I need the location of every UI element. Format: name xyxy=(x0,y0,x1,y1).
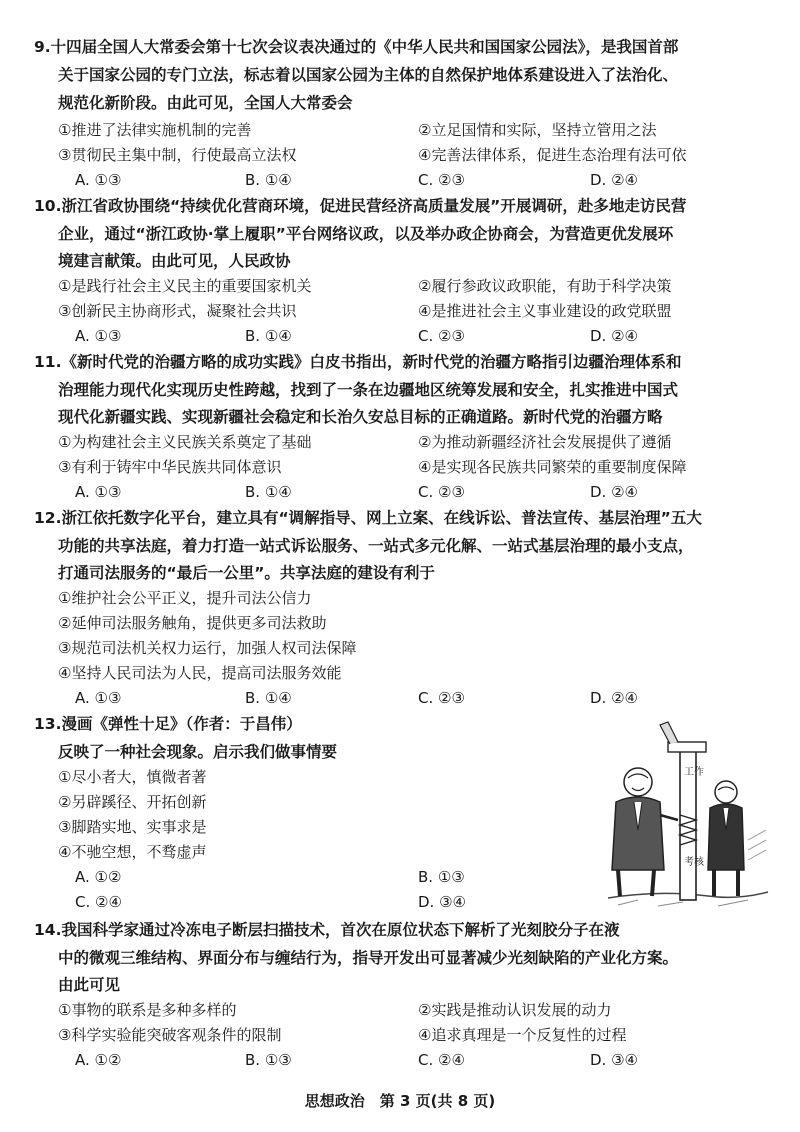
page-footer: 思想政治 第 3 页(共 8 页) xyxy=(304,1092,496,1110)
q10-option-4: ④是推进社会主义事业建设的政党联盟 xyxy=(418,302,672,320)
q12-option-2: ②延伸司法服务触角，提供更多司法救助 xyxy=(58,614,327,632)
cartoon-icon xyxy=(598,720,773,915)
q12-answer-c: C. ②③ xyxy=(418,689,465,707)
q12-stem-line-1: 12.浙江依托数字化平台，建立具有“调解指导、网上立案、在线诉讼、普法宣传、基层治理”五大 xyxy=(34,509,702,527)
q13-answer-a: A. ①② xyxy=(75,868,122,886)
q11-option-2: ②为推动新疆经济社会发展提供了遵循 xyxy=(418,433,672,451)
q9-answer-a: A. ①③ xyxy=(75,171,122,189)
q14-option-3: ③科学实验能突破客观条件的限制 xyxy=(58,1026,282,1044)
q10-stem-line-3: 境建言献策。由此可见，人民政协 xyxy=(58,252,291,270)
q12-stem-line-2: 功能的共享法庭，着力打造一站式诉讼服务、一站式多元化解、一站式基层治理的最小支点， xyxy=(58,537,694,555)
q13-answer-c: C. ②④ xyxy=(75,893,122,911)
q12-option-1: ①维护社会公平正义，提升司法公信力 xyxy=(58,589,312,607)
q10-option-3: ③创新民主协商形式，凝聚社会共识 xyxy=(58,302,297,320)
q14-answer-c: C. ②④ xyxy=(418,1051,465,1069)
q10-option-2: ②履行参政议政职能，有助于科学决策 xyxy=(418,277,672,295)
q11-answer-b: B. ①④ xyxy=(245,483,292,501)
q9-answer-c: C. ②③ xyxy=(418,171,465,189)
q13-option-2: ②另辟蹊径、开拓创新 xyxy=(58,793,207,811)
q11-stem-line-1: 11.《新时代党的治疆方略的成功实践》白皮书指出，新时代党的治疆方略指引边疆治理体系和 xyxy=(34,353,682,371)
q13-answer-d: D. ③④ xyxy=(418,893,466,911)
q9-option-1: ①推进了法律实施机制的完善 xyxy=(58,121,252,139)
q12-option-4: ④坚持人民司法为人民，提高司法服务效能 xyxy=(58,664,342,682)
q11-answer-d: D. ②④ xyxy=(590,483,638,501)
q14-option-1: ①事物的联系是多种多样的 xyxy=(58,1001,237,1019)
q10-stem-line-2: 企业，通过“浙江政协·掌上履职”平台网络议政，以及举办政企协商会，为营造更优发展环 xyxy=(58,225,674,243)
q14-answer-a: A. ①② xyxy=(75,1051,122,1069)
q13-option-3: ③脚踏实地、实事求是 xyxy=(58,818,207,836)
post-label-top: 工作 xyxy=(684,767,704,778)
q12-answer-a: A. ①③ xyxy=(75,689,122,707)
q14-answer-d: D. ③④ xyxy=(590,1051,638,1069)
q9-stem-line-2: 关于国家公园的专门立法，标志着以国家公园为主体的自然保护地体系建设进入了法治化、 xyxy=(58,66,679,84)
q11-stem-line-2: 治理能力现代化实现历史性跨越，找到了一条在边疆地区统筹发展和安全，扎实推进中国式 xyxy=(58,381,679,399)
q9-stem-line-1: 9.十四届全国人大常委会第十七次会议表决通过的《中华人民共和国国家公园法》，是我国首部 xyxy=(34,38,679,56)
q13-stem-line-2: 反映了一种社会现象。启示我们做事情要 xyxy=(58,743,338,761)
q14-stem-line-2: 中的微观三维结构、界面分布与缠结行为，指导开发出可显著减少光刻缺陷的产业化方案。 xyxy=(58,949,679,967)
q12-option-3: ③规范司法机关权力运行，加强人权司法保障 xyxy=(58,639,357,657)
q12-answer-d: D. ②④ xyxy=(590,689,638,707)
q12-stem-line-3: 打通司法服务的“最后一公里”。共享法庭的建设有利于 xyxy=(58,564,435,582)
q13-option-4: ④不驰空想，不骛虚声 xyxy=(58,843,207,861)
cartoon-illustration xyxy=(598,720,773,915)
q9-answer-d: D. ②④ xyxy=(590,171,638,189)
q9-option-2: ②立足国情和实际，坚持立管用之法 xyxy=(418,121,657,139)
q10-option-1: ①是践行社会主义民主的重要国家机关 xyxy=(58,277,312,295)
q12-answer-b: B. ①④ xyxy=(245,689,292,707)
q13-answer-b: B. ①③ xyxy=(418,868,465,886)
q14-answer-b: B. ①③ xyxy=(245,1051,292,1069)
q11-answer-a: A. ①③ xyxy=(75,483,122,501)
q11-option-3: ③有利于铸牢中华民族共同体意识 xyxy=(58,458,282,476)
q13-option-1: ①尽小者大，慎微者著 xyxy=(58,768,207,786)
q10-answer-a: A. ①③ xyxy=(75,327,122,345)
q11-stem-line-3: 现代化新疆实践、实现新疆社会稳定和长治久安总目标的正确道路。新时代党的治疆方略 xyxy=(58,408,663,426)
q10-stem-line-1: 10.浙江省政协围绕“持续优化营商环境，促进民营经济高质量发展”开展调研，赴多地走访民营 xyxy=(34,197,687,215)
q9-option-3: ③贯彻民主集中制，行使最高立法权 xyxy=(58,146,297,164)
q11-option-1: ①为构建社会主义民族关系奠定了基础 xyxy=(58,433,312,451)
q9-stem-line-3: 规范化新阶段。由此可见，全国人大常委会 xyxy=(58,94,353,112)
q9-option-4: ④完善法律体系，促进生态治理有法可依 xyxy=(418,146,687,164)
q14-option-2: ②实践是推动认识发展的动力 xyxy=(418,1001,612,1019)
q10-answer-c: C. ②③ xyxy=(418,327,465,345)
q9-answer-b: B. ①④ xyxy=(245,171,292,189)
q11-answer-c: C. ②③ xyxy=(418,483,465,501)
q14-option-4: ④追求真理是一个反复性的过程 xyxy=(418,1026,627,1044)
q14-stem-line-3: 由此可见 xyxy=(58,976,121,994)
q10-answer-b: B. ①④ xyxy=(245,327,292,345)
q14-stem-line-1: 14.我国科学家通过冷冻电子断层扫描技术，首次在原位状态下解析了光刻胶分子在液 xyxy=(34,921,620,939)
q13-stem-line-1: 13.漫画《弹性十足》（作者：于昌伟） xyxy=(34,715,302,733)
post-label-bottom: 考核 xyxy=(684,857,704,868)
q11-option-4: ④是实现各民族共同繁荣的重要制度保障 xyxy=(418,458,687,476)
q10-answer-d: D. ②④ xyxy=(590,327,638,345)
